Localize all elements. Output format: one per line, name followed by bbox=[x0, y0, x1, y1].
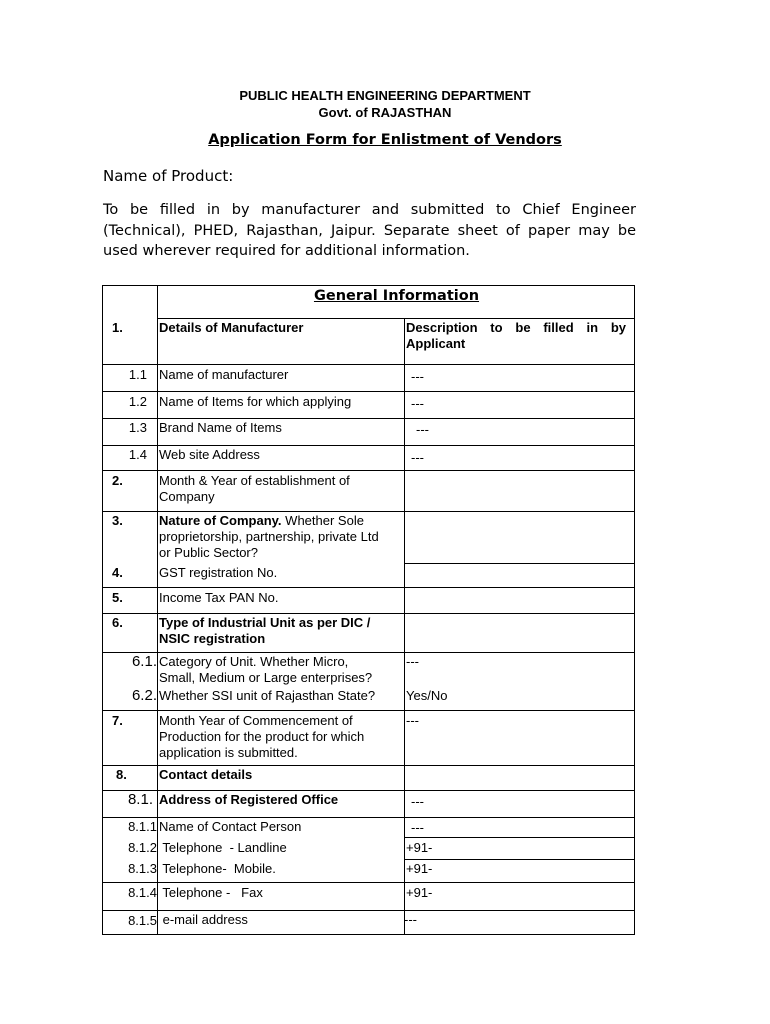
row-divider bbox=[102, 790, 635, 791]
row-label: Contact details bbox=[159, 767, 253, 782]
row-label: Brand Name of Items bbox=[159, 420, 282, 435]
row-label: Web site Address bbox=[159, 447, 260, 462]
row-divider bbox=[102, 587, 635, 588]
row-label: Category of Unit. Whether Micro, bbox=[159, 654, 349, 669]
department-title: PUBLIC HEALTH ENGINEERING DEPARTMENT bbox=[239, 88, 531, 103]
row-value[interactable]: --- bbox=[411, 450, 424, 465]
row-number: 8.1.3 bbox=[128, 861, 157, 876]
row-number: 8. bbox=[116, 767, 127, 782]
row-label: Telephone - Landline bbox=[159, 840, 287, 855]
row-divider bbox=[102, 765, 635, 766]
row-label: Telephone- Mobile. bbox=[159, 861, 276, 876]
row-number: 1.1 bbox=[128, 367, 147, 382]
row-label: Telephone - Fax bbox=[159, 885, 263, 900]
row-value[interactable]: --- bbox=[416, 422, 429, 437]
row-divider bbox=[102, 364, 635, 365]
row-divider bbox=[102, 470, 635, 471]
row-divider bbox=[102, 910, 635, 911]
row-label: Name of Items for which applying bbox=[159, 394, 352, 409]
header-description: Description to be filled in by Applicant bbox=[406, 320, 626, 351]
govt-subtitle: Govt. of RAJASTHAN bbox=[318, 105, 452, 120]
row-label: Name of manufacturer bbox=[159, 367, 289, 382]
row-value[interactable]: --- bbox=[406, 654, 419, 669]
row-label: Month Year of Commencement of bbox=[159, 713, 353, 728]
row-value[interactable]: --- bbox=[404, 912, 417, 927]
row-divider bbox=[102, 817, 635, 818]
column-divider-number bbox=[157, 285, 158, 935]
row-value[interactable]: --- bbox=[411, 820, 424, 835]
row-label: Production for the product for which bbox=[159, 729, 365, 744]
header-item: Details of Manufacturer bbox=[159, 320, 304, 335]
row-number: 7. bbox=[112, 713, 123, 728]
row-value[interactable]: --- bbox=[406, 713, 419, 728]
column-divider-description bbox=[404, 318, 405, 935]
row-number: 4. bbox=[112, 565, 123, 580]
row-label: Whether SSI unit of Rajasthan State? bbox=[159, 688, 376, 703]
row-divider bbox=[404, 837, 635, 838]
row-value[interactable]: +91- bbox=[406, 885, 433, 900]
row-value[interactable]: Yes/No bbox=[406, 688, 448, 703]
row-label bbox=[159, 513, 364, 529]
form-title: Application Form for Enlistment of Vendors bbox=[208, 132, 562, 148]
row-divider bbox=[404, 563, 635, 564]
row-number: 8.1.4 bbox=[128, 885, 157, 900]
row-number: 8.1.2 bbox=[128, 840, 157, 855]
row-divider bbox=[404, 859, 635, 860]
row-label: GST registration No. bbox=[159, 565, 278, 580]
row-label: Type of Industrial Unit as per DIC / bbox=[159, 615, 371, 630]
row-divider bbox=[102, 652, 635, 653]
row-value[interactable]: +91- bbox=[406, 861, 433, 876]
row-divider bbox=[102, 418, 635, 419]
row-label: application is submitted. bbox=[159, 745, 298, 760]
name-of-product-label: Name of Product: bbox=[103, 167, 234, 185]
row-label-rest: Whether Sole bbox=[281, 513, 364, 528]
header-number: 1. bbox=[112, 320, 123, 335]
row-number: 3. bbox=[112, 513, 123, 528]
row-label: Name of Contact Person bbox=[159, 819, 302, 834]
row-number: 1.4 bbox=[128, 447, 147, 462]
row-divider bbox=[102, 391, 635, 392]
instructions-paragraph: To be filled in by manufacturer and submitted to Chief Engineer (Technical), PHED, Rajasthan, Jaipur. Separate sheet of paper may be used wherever required for additional information. bbox=[103, 202, 636, 259]
row-divider bbox=[102, 882, 635, 883]
row-number: 1.2 bbox=[128, 394, 147, 409]
row-number: 6. bbox=[112, 615, 123, 630]
row-label: or Public Sector? bbox=[159, 545, 258, 560]
row-label-bold: Nature of Company. bbox=[159, 513, 282, 528]
row-number: 1.3 bbox=[128, 420, 147, 435]
row-label: e-mail address bbox=[159, 912, 248, 927]
row-divider bbox=[157, 318, 635, 319]
row-number: 8.1. bbox=[127, 791, 153, 808]
row-label: Month & Year of establishment of bbox=[159, 473, 350, 488]
row-label: Address of Registered Office bbox=[159, 792, 339, 807]
row-value[interactable]: --- bbox=[411, 369, 424, 384]
row-number: 6.2. bbox=[131, 687, 157, 704]
row-divider bbox=[102, 511, 635, 512]
row-divider bbox=[102, 613, 635, 614]
table-heading: General Information bbox=[313, 288, 480, 304]
row-label: Income Tax PAN No. bbox=[159, 590, 279, 605]
row-label: Small, Medium or Large enterprises? bbox=[159, 670, 373, 685]
row-label: Company bbox=[159, 489, 215, 504]
row-divider bbox=[102, 445, 635, 446]
row-number: 5. bbox=[112, 590, 123, 605]
row-label: NSIC registration bbox=[159, 631, 266, 646]
row-number: 6.1. bbox=[131, 653, 157, 670]
row-label: proprietorship, partnership, private Ltd bbox=[159, 529, 379, 544]
row-value[interactable]: --- bbox=[411, 794, 424, 809]
row-number: 8.1.1 bbox=[128, 819, 157, 834]
row-divider bbox=[102, 710, 635, 711]
row-value[interactable]: +91- bbox=[406, 840, 433, 855]
row-number: 2. bbox=[112, 473, 123, 488]
row-number: 8.1.5 bbox=[128, 913, 157, 928]
row-value[interactable]: --- bbox=[411, 396, 424, 411]
